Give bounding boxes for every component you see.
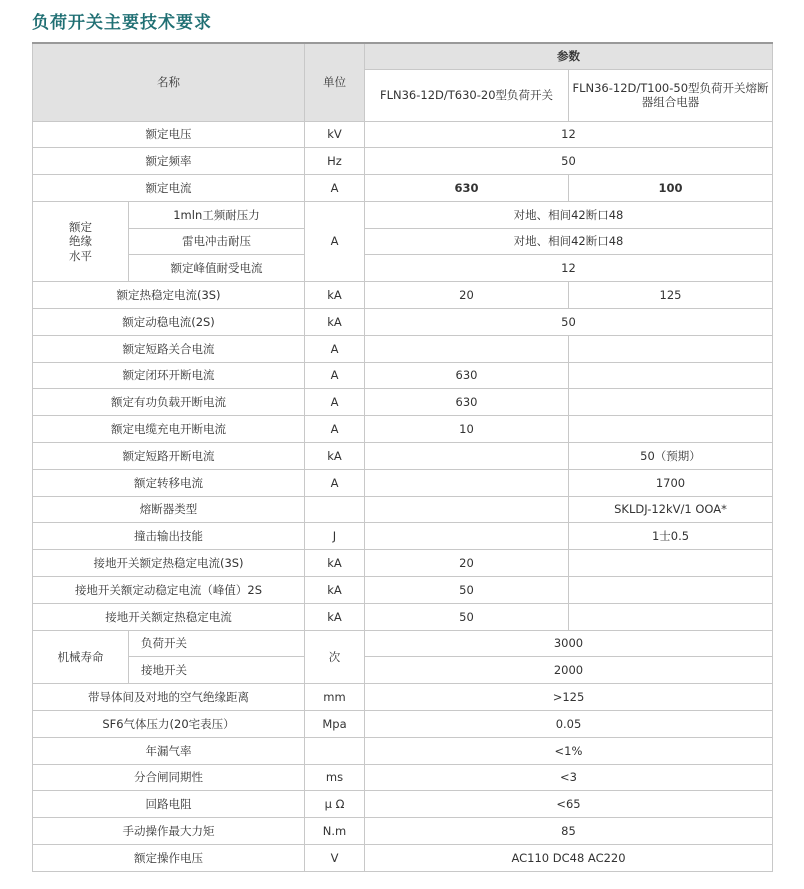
row-name: 手动操作最大力矩 [33, 818, 305, 845]
row-name: 接地开关额定热稳定电流(3S) [33, 550, 305, 577]
spec-table [32, 42, 773, 872]
row-value: 2000 [365, 657, 773, 684]
row-name: 额定短路开断电流 [33, 443, 305, 470]
row-unit: kV [305, 121, 365, 148]
row-unit: kA [305, 309, 365, 336]
row-name: SF6气体压力(20宅表压） [33, 711, 305, 738]
row-unit: kA [305, 443, 365, 470]
row-name: 接地开关额定动稳定电流（峰值）2S [33, 577, 305, 604]
row-value-col1: 50 [365, 603, 569, 630]
row-name: 年漏气率 [33, 737, 305, 764]
row-name: 额定转移电流 [33, 469, 305, 496]
row-value-col1 [365, 335, 569, 362]
row-value: >125 [365, 684, 773, 711]
row-unit: Hz [305, 148, 365, 175]
row-name: 分合闸同期性 [33, 764, 305, 791]
row-unit: A [305, 175, 365, 202]
row-value: 85 [365, 818, 773, 845]
row-value: 50 [365, 148, 773, 175]
row-name: 额定电流 [33, 175, 305, 202]
row-value-col1 [365, 496, 569, 523]
row-unit: A [305, 389, 365, 416]
row-name: 额定电压 [33, 121, 305, 148]
row-value-col2 [569, 577, 773, 604]
row-value-col2: 50（预期） [569, 443, 773, 470]
row-name: 额定操作电压 [33, 845, 305, 872]
row-name: 接地开关额定热稳定电流 [33, 603, 305, 630]
row-value-col1: 50 [365, 577, 569, 604]
row-name: 额定热稳定电流(3S) [33, 282, 305, 309]
row-value-col2: 100 [569, 175, 773, 202]
row-name: 额定有功负载开断电流 [33, 389, 305, 416]
row-name: 额定峰值耐受电流 [129, 255, 305, 282]
row-unit: A [305, 335, 365, 362]
row-unit: mm [305, 684, 365, 711]
row-unit [305, 496, 365, 523]
row-name: 熔断器类型 [33, 496, 305, 523]
row-unit: ms [305, 764, 365, 791]
row-unit: V [305, 845, 365, 872]
row-value: 50 [365, 309, 773, 336]
row-name: 回路电阻 [33, 791, 305, 818]
row-value-col2 [569, 389, 773, 416]
row-value-col1 [365, 523, 569, 550]
row-unit: 次 [305, 630, 365, 684]
row-unit: kA [305, 577, 365, 604]
row-name: 额定短路关合电流 [33, 335, 305, 362]
row-value-col1: 10 [365, 416, 569, 443]
row-unit: μ Ω [305, 791, 365, 818]
page-title: 负荷开关主要技术要求 [32, 13, 212, 33]
row-unit: A [305, 362, 365, 389]
row-unit [305, 737, 365, 764]
row-value-col2 [569, 416, 773, 443]
row-name: 负荷开关 [129, 630, 305, 657]
group-insulation-line: 绝缘 [69, 234, 92, 249]
row-unit: Mpa [305, 711, 365, 738]
row-name: 额定闭环开断电流 [33, 362, 305, 389]
header-unit: 单位 [305, 43, 365, 121]
row-value: 对地、相间42断口48 [365, 201, 773, 228]
row-value-col1: 20 [365, 550, 569, 577]
header-name: 名称 [33, 43, 305, 121]
header-col1: FLN36-12D/T630-20型负荷开关 [365, 69, 569, 121]
group-insulation-line: 水平 [69, 248, 92, 263]
row-value-col2 [569, 335, 773, 362]
row-value: <1% [365, 737, 773, 764]
row-value-col2: SKLDJ-12kV/1 OOA* [569, 496, 773, 523]
row-value: 对地、相间42断口48 [365, 228, 773, 255]
row-unit: A [305, 201, 365, 281]
row-value-col2: 125 [569, 282, 773, 309]
row-unit: A [305, 416, 365, 443]
row-unit: J [305, 523, 365, 550]
header-params: 参数 [365, 43, 773, 69]
group-insulation-line: 额定 [69, 220, 92, 235]
row-name: 额定频率 [33, 148, 305, 175]
row-name: 雷电冲击耐压 [129, 228, 305, 255]
row-value-col2 [569, 362, 773, 389]
row-unit: kA [305, 282, 365, 309]
row-unit: A [305, 469, 365, 496]
row-value: <65 [365, 791, 773, 818]
group-mech-life: 机械寿命 [33, 630, 129, 684]
row-value-col1: 630 [365, 362, 569, 389]
row-value-col1: 20 [365, 282, 569, 309]
row-value-col1: 630 [365, 389, 569, 416]
row-value: 12 [365, 255, 773, 282]
row-value-col1: 630 [365, 175, 569, 202]
row-value: 0.05 [365, 711, 773, 738]
row-name: 带导体间及对地的空气绝缘距离 [33, 684, 305, 711]
row-value-col2: 1700 [569, 469, 773, 496]
group-insulation [33, 201, 129, 281]
header-col2: FLN36-12D/T100-50型负荷开关熔断器组合电器 [569, 69, 773, 121]
row-name: 额定动稳电流(2S) [33, 309, 305, 336]
row-unit: N.m [305, 818, 365, 845]
row-value-col2 [569, 550, 773, 577]
row-value-col2: 1士0.5 [569, 523, 773, 550]
row-name: 额定电缆充电开断电流 [33, 416, 305, 443]
row-name: 撞击输出技能 [33, 523, 305, 550]
row-value-col2 [569, 603, 773, 630]
row-value: 3000 [365, 630, 773, 657]
row-unit: kA [305, 603, 365, 630]
row-value: 12 [365, 121, 773, 148]
row-value-col1 [365, 443, 569, 470]
row-name: 接地开关 [129, 657, 305, 684]
row-name: 1mln工频耐压力 [129, 201, 305, 228]
row-value: <3 [365, 764, 773, 791]
row-unit: kA [305, 550, 365, 577]
row-value-col1 [365, 469, 569, 496]
row-value: AC110 DC48 AC220 [365, 845, 773, 872]
